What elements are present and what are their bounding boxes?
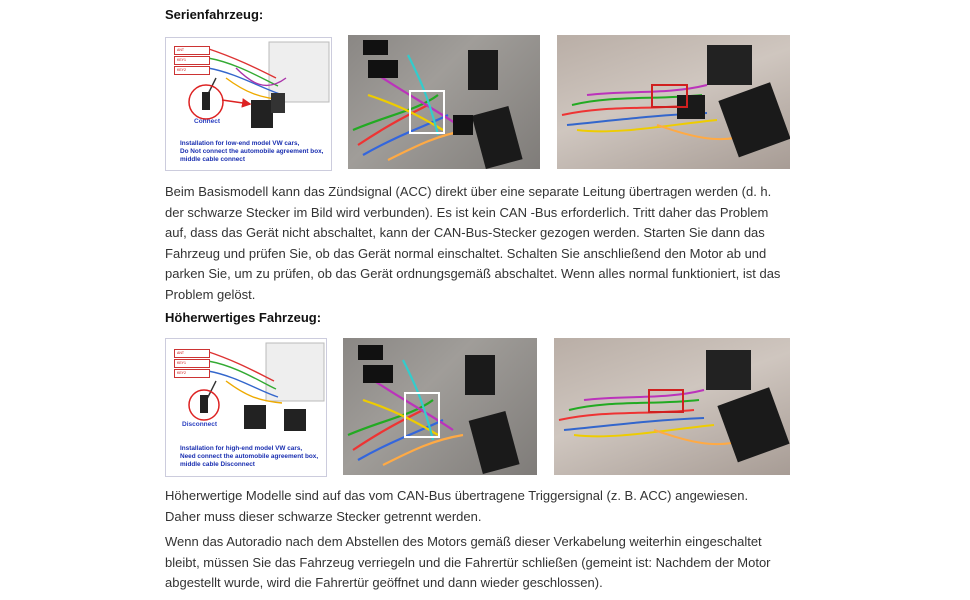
wiring-photo4-drawing (554, 338, 790, 475)
wiring-diagram-low-end (165, 37, 332, 171)
wiring-photo-connector-3 (343, 338, 537, 475)
diagram2-caption: Installation for high-end model VW cars, Need connect the automobile agreement box, middle cable Disconnect (180, 445, 319, 468)
wiring-photo-drawing (348, 35, 540, 169)
wiring-photo-connector-4 (554, 338, 790, 475)
section-heading-hoeherwertiges-fahrzeug: Höherwertiges Fahrzeug: (165, 310, 322, 325)
wiring-diagram-high-end (165, 338, 327, 477)
diagram-tag-key1: KEY1 (174, 56, 210, 65)
diagram2-tag-ant: ANT (174, 349, 210, 358)
section1-paragraph: Beim Basismodell kann das Zündsignal (ACC) direkt über eine separate Leitung übertragen werden (d. h. der schwarze Stecker im Bild wird verbunden). Es ist kein CAN -Bus erforderlich. Tritt daher das Problem auf, dass das Gerät nicht abschaltet, kann der CAN-Bus-Stecker gezogen werden. Starten Sie dann das Fahrzeug und prüfen Sie, ob das Gerät normal einschaltet. Schalten Sie anschließend den Motor ab und parken Sie, um zu prüfen, ob das Gerät ordnungsgemäß abschaltet. Wenn alles normal funktioniert, ist das Problem gelöst. (165, 184, 781, 302)
wiring-photo-connector-1 (348, 35, 540, 169)
diagram2-tag-key1: KEY1 (174, 359, 210, 368)
disconnect-label: Disconnect (182, 421, 218, 428)
wiring-photo2-drawing (557, 35, 790, 169)
diagram-tag-key2: KEY2 (174, 66, 210, 75)
wiring-photo-connector-2 (557, 35, 790, 169)
wiring-photo3-drawing (343, 338, 537, 475)
section2-paragraph-2: Wenn das Autoradio nach dem Abstellen des Motors gemäß dieser Verkabelung weiterhin eingeschaltet bleibt, müssen Sie das Fahrzeug verriegeln und die Fahrertür schließen (gemeint ist: Nachdem der Motor abgestellt wurde, wird die Fahrertür geöffnet und dann wieder geschlossen). (165, 534, 771, 590)
connect-label: Connect (194, 118, 220, 125)
diagram2-tag-key2: KEY2 (174, 369, 210, 378)
diagram-tag-ant: ANT (174, 46, 210, 55)
diagram-caption: Installation for low-end model VW cars, Do Not connect the automobile agreement box, middle cable connect (180, 140, 324, 163)
section2-paragraph-1: Höherwertige Modelle sind auf das vom CAN-Bus übertragene Triggersignal (z. B. ACC) angewiesen. Daher muss dieser schwarze Stecker getrennt werden. (165, 488, 749, 524)
section-heading-serienfahrzeug: Serienfahrzeug: (165, 7, 264, 22)
